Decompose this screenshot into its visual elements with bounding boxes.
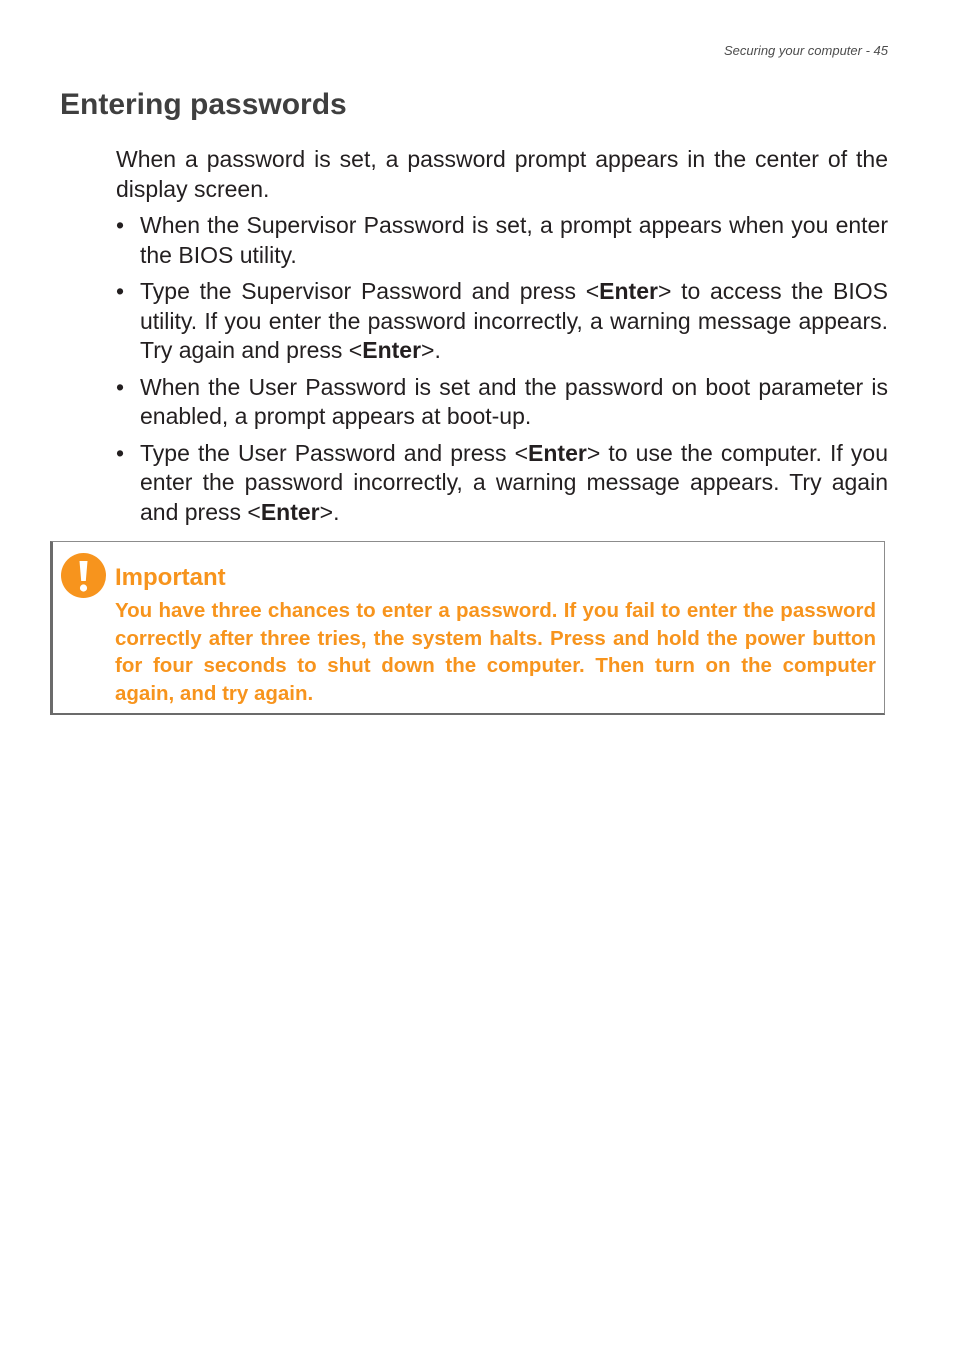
bullet-text: Type the User Password and press < [140,439,529,466]
intro-paragraph: When a password is set, a password prompt appears in the center of the display screen. [116,146,888,202]
section-body [116,145,888,534]
important-heading: Important [115,564,226,591]
important-callout [50,541,885,715]
bullet-item [116,373,888,432]
bullet-list [116,211,888,527]
bullet-item [116,439,888,528]
bullet-dot: • [116,212,125,238]
bullet-dot: • [116,278,125,304]
bullet-text: Type the Supervisor Password and press < [140,278,600,304]
key-name: Enter [260,498,320,525]
bullet-text: >. [319,498,340,525]
important-text: You have three chances to enter a password. If you fail to enter the password correctly after three tries, the system halts. Press and hold the power button for four seconds to shut down the computer. Then turn on the computer again, and try again. [115,599,876,705]
section-title: Entering passwords [60,88,347,121]
bullet-text: > to access the BIOS utility. If you enter the password incorrectly, a warning message appears. Try again and press < [140,278,888,363]
running-header: Securing your computer - 45 [723,43,888,58]
bullet-text: > to use the computer. If you enter the password incorrectly, a warning message appears. Try again and press < [140,439,888,525]
bullet-dot: • [116,439,125,466]
bullet-item [116,211,888,270]
key-name: Enter [362,337,422,363]
bullet-item [116,277,888,366]
key-name: Enter [528,439,587,466]
bullet-text: When the Supervisor Password is set, a prompt appears when you enter the BIOS utility. [140,212,888,268]
exclamation-icon [61,553,106,598]
bullet-text: >. [421,337,441,363]
key-name: Enter [599,278,658,304]
bullet-dot: • [116,373,125,400]
bullet-text: When the User Password is set and the password on boot parameter is enabled, a prompt appears at boot-up. [140,373,888,429]
